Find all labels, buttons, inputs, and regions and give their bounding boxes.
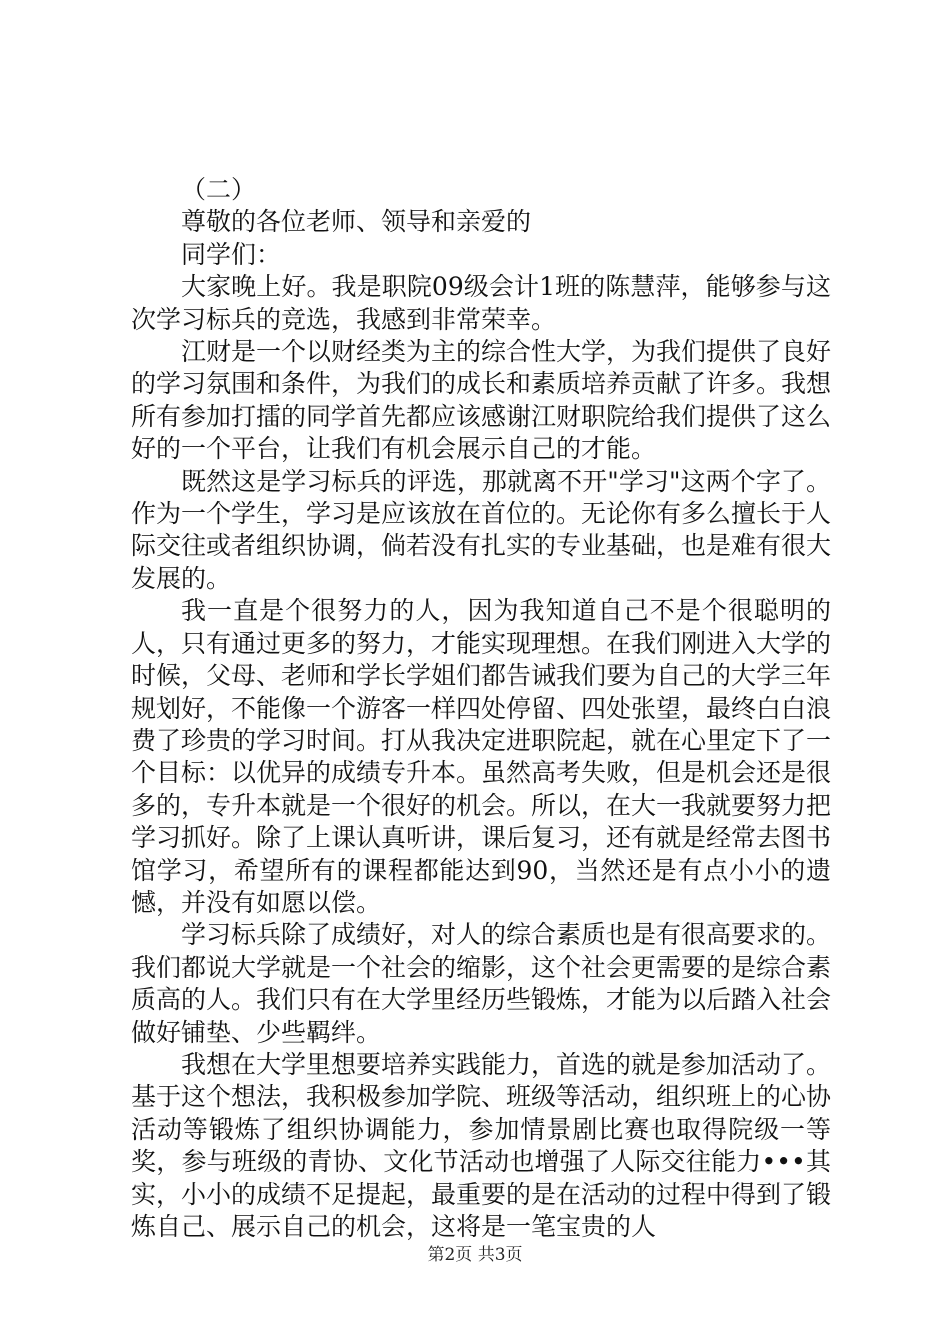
paragraph-greeting: 大家晚上好。我是职院09级会计1班的陈慧萍，能够参与这次学习标兵的竞选，我感到非常荣幸。 xyxy=(131,272,831,334)
page-footer: 第2页 共3页 xyxy=(427,1245,523,1265)
salutation-line-1: 尊敬的各位老师、领导和亲爱的 xyxy=(181,207,532,237)
salutation-line-2: 同学们： xyxy=(181,239,282,269)
paragraph-effort: 我一直是个很努力的人，因为我知道自己不是个很聪明的人，只有通过更多的努力，才能实现理想。在我们刚进入大学的时候，父母、老师和学长学姐们都告诫我们要为自己的大学三年规划好，不能像一个游客一样四处停留、四处张望，最终白白浪费了珍贵的学习时间。打从我决定进职院起，就在心里定下了一个目标：以优异的成绩专升本。虽然高考失败，但是机会还是很多的，专升本就是一个很好的机会。所以，在大一我就要努力把学习抓好。除了上课认真听讲，课后复习，还有就是经常去图书馆学习，希望所有的课程都能达到90，当然还是有点小小的遗憾，并没有如愿以偿。 xyxy=(131,596,832,917)
paragraph-study: 既然这是学习标兵的评选，那就离不开"学习"这两个字了。作为一个学生，学习是应该放在首位的。无论你有多么擅长于人际交往或者组织协调，倘若没有扎实的专业基础，也是难有很大发展的。 xyxy=(131,466,832,593)
paragraph-quality: 学习标兵除了成绩好，对人的综合素质也是有很高要求的。我们都说大学就是一个社会的缩影，这个社会更需要的是综合素质高的人。我们只有在大学里经历些锻炼，才能为以后踏入社会做好铺垫、少些羁绊。 xyxy=(131,920,832,1047)
section-number: （二） xyxy=(181,175,257,204)
paragraph-activities: 我想在大学里想要培养实践能力，首选的就是参加活动了。基于这个想法，我积极参加学院、班级等活动，组织班上的心协活动等锻炼了组织协调能力，参加情景剧比赛也取得院级一等奖，参与班级的青协、文化节活动也增强了人际交往能力•••其实，小小的成绩不足提起，最重要的是在活动的过程中得到了锻炼自己、展示自己的机会，这将是一笔宝贵的人 xyxy=(131,1049,832,1241)
paragraph-school: 江财是一个以财经类为主的综合性大学，为我们提供了良好的学习氛围和条件，为我们的成长和素质培养贡献了许多。我想所有参加打擂的同学首先都应该感谢江财职院给我们提供了这么好的一个平台，让我们有机会展示自己的才能。 xyxy=(131,337,832,464)
body-text xyxy=(131,174,831,1243)
